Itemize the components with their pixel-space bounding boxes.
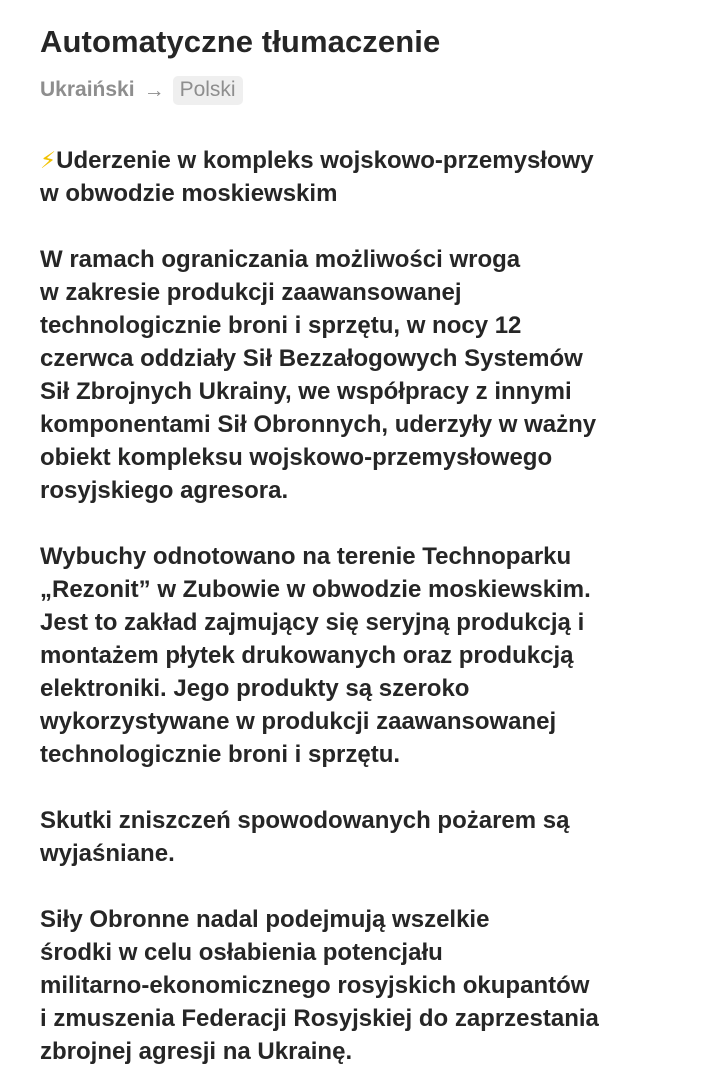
translated-text bbox=[40, 144, 680, 1068]
paragraph-3: Skutki zniszczeń spowodowanych pożarem są wyjaśniane. bbox=[40, 807, 570, 867]
paragraph-2: Wybuchy odnotowano na terenie Technoparku „Rezonit” w Zubowie w obwodzie moskiewskim. Jest to zakład zajmujący się seryjną produkcją i montażem płytek drukowanych oraz produkcją elektroniki. Jego produkty są szeroko wykorzystywane w produkcji zaawansowanej technologicznie broni i sprzętu. bbox=[40, 543, 591, 768]
paragraph-4: Siły Obronne nadal podejmują wszelkie środki w celu osłabienia potencjału militarno-ekonomicznego rosyjskich okupantów i zmuszenia Federacji Rosyjskiej do zaprzestania zbrojnej agresji na Ukrainę. bbox=[40, 906, 599, 1065]
language-pair bbox=[40, 74, 680, 106]
headline: Uderzenie w kompleks wojskowo-przemysłowy w obwodzie moskiewskim bbox=[40, 147, 594, 207]
headline-paragraph bbox=[40, 144, 680, 210]
page-title: Automatyczne tłumaczenie bbox=[40, 24, 441, 59]
source-language[interactable]: Ukraiński bbox=[40, 78, 135, 101]
arrow-right-icon: → bbox=[143, 78, 165, 102]
lightning-icon: ⚡ bbox=[40, 147, 57, 173]
target-language[interactable]: Polski bbox=[173, 76, 243, 105]
paragraph-1: W ramach ograniczania możliwości wroga w zakresie produkcji zaawansowanej technologicznie broni i sprzętu, w nocy 12 czerwca oddziały Sił Bezzałogowych Systemów Sił Zbrojnych Ukrainy, we współpracy z innymi komponentami Sił Obronnych, uderzyły w ważny obiekt kompleksu wojskowo-przemysłowego rosyjskiego agresora. bbox=[40, 246, 597, 504]
